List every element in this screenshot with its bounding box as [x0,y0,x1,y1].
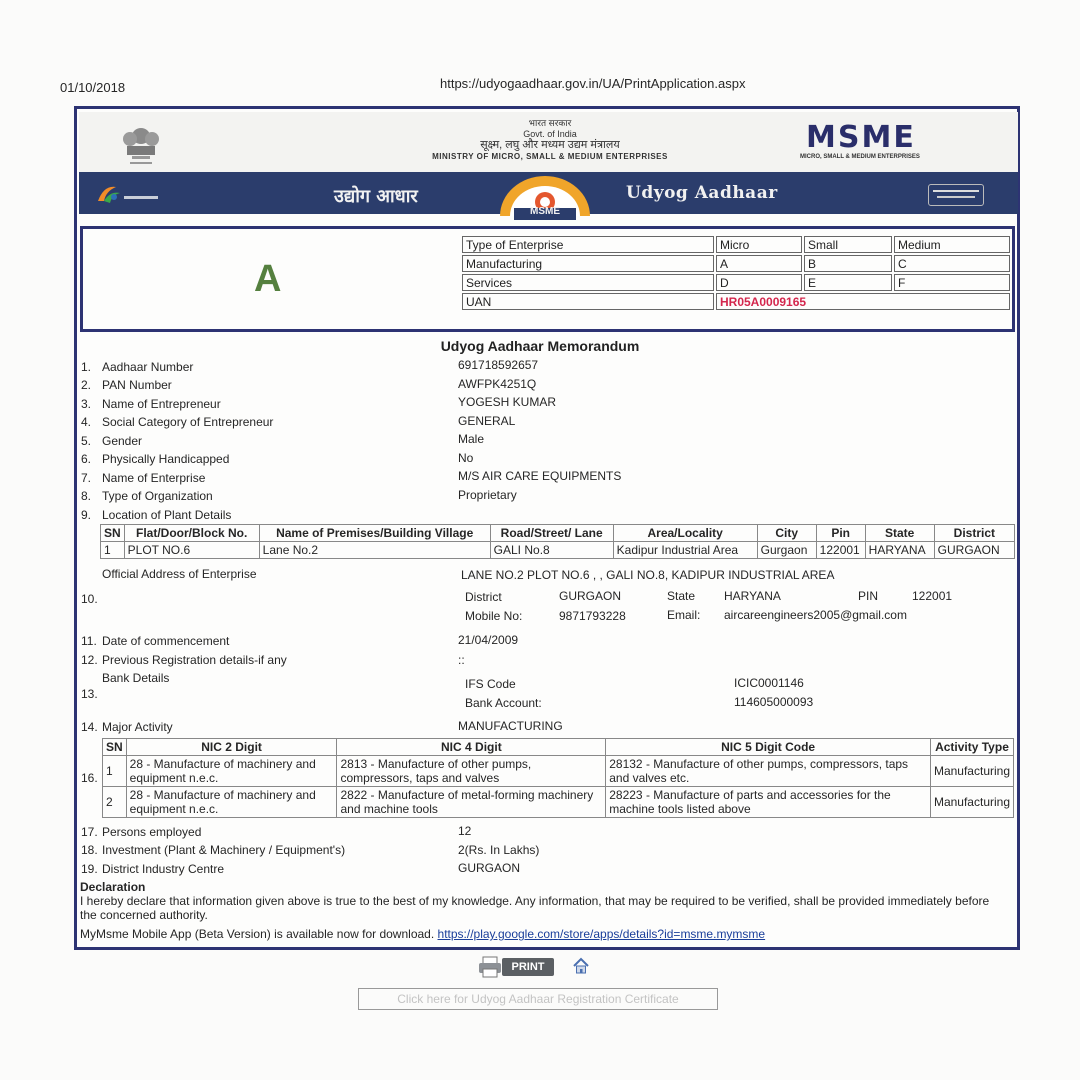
field-number: 3. [81,397,92,411]
state-label: State [667,589,696,603]
table-cell: GALI No.8 [490,542,613,559]
govt-hindi: भारत सरकार [528,118,572,128]
govt-english: Govt. of India [523,129,577,139]
table-row [101,542,1015,559]
major-activity: MANUFACTURING [458,719,563,733]
column-header: City [757,525,816,542]
field-number: 6. [81,452,92,466]
plant-location-table [100,524,1015,559]
table-cell: Gurgaon [757,542,816,559]
table-row [462,293,1010,310]
field-number: 17. [81,825,98,839]
uan-label: UAN [462,293,714,310]
pin-value: 122001 [912,589,953,603]
table-cell: GURGAON [934,542,1014,559]
home-icon[interactable] [572,957,590,975]
district-label: District [465,590,502,604]
column-header: Flat/Door/Block No. [124,525,259,542]
uan-value: HR05A0009165 [716,293,1010,310]
table-cell: Kadipur Industrial Area [613,542,757,559]
column-header: Area/Locality [613,525,757,542]
official-address: LANE NO.2 PLOT NO.6 , , GALI NO.8, KADIPUR INDUSTRIAL AREA [461,568,835,582]
memorandum-title: Udyog Aadhaar Memorandum [440,338,640,354]
print-date: 01/10/2018 [60,80,126,95]
table-header-row [101,525,1015,542]
enterprise-type-table [460,234,1012,312]
table-cell: A [716,255,802,272]
table-cell: Lane No.2 [259,542,490,559]
field-number: 13. [81,687,98,701]
registration-certificate-button[interactable]: Click here for Udyog Aadhaar Registration Certificate [358,988,718,1010]
field-label: Major Activity [102,720,173,734]
ministry-block [370,118,730,162]
table-cell: Manufacturing [462,255,714,272]
table-cell: F [894,274,1010,291]
district-industry-centre: GURGAON [458,861,521,875]
table-cell: 122001 [816,542,865,559]
investment-value: 2(Rs. In Lakhs) [458,843,540,857]
print-button[interactable]: PRINT [502,958,554,976]
column-header: Road/Street/ Lane [490,525,613,542]
field-label: Previous Registration details-if any [102,653,287,667]
table-cell: 2813 - Manufacture of other pumps, compressors, taps and valves [337,756,606,787]
field-label: District Industry Centre [102,862,225,876]
table-cell: Small [804,236,892,253]
field-label: Date of commencement [102,634,230,648]
app-download-link[interactable]: https://play.google.com/store/apps/details?id=msme.mymsme [437,927,766,941]
column-header: NIC 2 Digit [126,739,337,756]
field-number: 9. [81,508,92,522]
field-label: Social Category of Entrepreneur [102,415,274,429]
column-header: Name of Premises/Building Village [259,525,490,542]
table-row [462,236,1010,253]
field-label: Persons employed [102,825,202,839]
mobile-value: 9871793228 [559,609,626,623]
udyog-aadhaar-hindi: उद्योग आधार [334,186,418,207]
organization-type: Proprietary [458,488,517,502]
table-cell: 1 [101,542,125,559]
table-cell: 28 - Manufacture of machinery and equipment n.e.c. [126,756,337,787]
page-url: https://udyogaadhaar.gov.in/UA/PrintApplication.aspx [440,76,746,91]
column-header: NIC 5 Digit Code [606,739,931,756]
table-cell: 28223 - Manufacture of parts and accessories for the machine tools listed above [606,787,931,818]
previous-registration: :: [458,653,465,667]
table-row [462,255,1010,272]
nic-activity-table [102,738,1014,818]
table-cell: PLOT NO.6 [124,542,259,559]
physically-handicapped: No [458,451,474,465]
table-cell: 2822 - Manufacture of metal-forming machinery and machine tools [337,787,606,818]
state-value: HARYANA [724,589,781,603]
column-header: SN [103,739,127,756]
field-number: 14. [81,720,98,734]
social-category: GENERAL [458,414,516,428]
table-cell: D [716,274,802,291]
india-gov-badge-icon [928,184,984,206]
field-label: Name of Enterprise [102,471,206,485]
column-header: Pin [816,525,865,542]
app-download-text: MyMsme Mobile App (Beta Version) is available now for download. [80,927,435,941]
table-cell: Services [462,274,714,291]
commencement-date: 21/04/2009 [458,633,519,647]
msme-subtitle: MICRO, SMALL & MEDIUM ENTERPRISES [800,154,920,160]
enterprise-name: M/S AIR CARE EQUIPMENTS [458,469,622,483]
field-label: Location of Plant Details [102,508,232,522]
bank-account-label: Bank Account: [465,696,542,710]
table-cell: E [804,274,892,291]
field-number: 5. [81,434,92,448]
field-number: 18. [81,843,98,857]
persons-employed: 12 [458,824,472,838]
field-number: 4. [81,415,92,429]
app-download-line [80,927,765,941]
table-cell: Manufacturing [930,787,1013,818]
table-cell: 28 - Manufacture of machinery and equipment n.e.c. [126,787,337,818]
declaration-text: I hereby declare that information given above is true to the best of my knowledge. Any information, that may be required to be verified, shall be provided immediately before the concerned authority. [80,894,990,922]
table-cell: 2 [103,787,127,818]
field-number: 2. [81,378,92,392]
field-label: Investment (Plant & Machinery / Equipment's) [102,843,346,857]
field-label: PAN Number [102,378,172,392]
email-label: Email: [667,608,701,622]
field-label: Type of Organization [102,489,213,503]
table-row [103,756,1014,787]
table-cell: Medium [894,236,1010,253]
official-address-label: Official Address of Enterprise [102,567,257,581]
table-row [103,787,1014,818]
table-row [462,274,1010,291]
pan-number: AWFPK4251Q [458,377,537,391]
column-header: District [934,525,1014,542]
table-cell: B [804,255,892,272]
bank-account: 114605000093 [734,695,814,709]
digital-india-logo-icon [94,181,180,207]
ifs-code: ICIC0001146 [734,676,804,690]
field-number: 7. [81,471,92,485]
declaration-title: Declaration [80,880,146,894]
msme-logo: MSME [806,120,916,155]
field-number: 1. [81,360,92,374]
table-cell: Micro [716,236,802,253]
table-cell: 1 [103,756,127,787]
printer-icon[interactable] [478,956,502,978]
table-cell: 28132 - Manufacture of other pumps, compressors, taps and valves etc. [606,756,931,787]
column-header: NIC 4 Digit [337,739,606,756]
table-cell: HARYANA [865,542,934,559]
udyog-aadhaar-english: Udyog Aadhaar [626,183,778,203]
field-label: Aadhaar Number [102,360,194,374]
field-number: 11. [81,634,97,648]
national-emblem-icon [118,124,164,168]
logo-msme-text: MSME [530,206,560,217]
field-label: Name of Entrepreneur [102,397,221,411]
field-label: Physically Handicapped [102,452,230,466]
field-number: 16. [81,771,98,785]
field-number: 12. [81,653,98,667]
column-header: SN [101,525,125,542]
column-header: Activity Type [930,739,1013,756]
mobile-label: Mobile No: [465,609,523,623]
district-value: GURGAON [559,589,622,603]
ifs-label: IFS Code [465,677,516,691]
ministry-hindi: सूक्ष्म, लघु और मध्यम उद्यम मंत्रालय [480,139,620,151]
field-label: Gender [102,434,143,448]
gender: Male [458,432,485,446]
enterprise-category-letter: A [254,258,282,300]
table-cell: Type of Enterprise [462,236,714,253]
field-number: 8. [81,489,92,503]
table-header-row [103,739,1014,756]
email-value: aircareengineers2005@gmail.com [724,608,907,622]
table-cell: Manufacturing [930,756,1013,787]
bank-details-label: Bank Details [102,671,170,685]
aadhaar-number: 691718592657 [458,358,539,372]
table-cell: C [894,255,1010,272]
field-number: 19. [81,862,98,876]
field-number: 10. [81,592,98,606]
ministry-name: MINISTRY OF MICRO, SMALL & MEDIUM ENTERPRISES [432,152,668,161]
column-header: State [865,525,934,542]
entrepreneur-name: YOGESH KUMAR [458,395,557,409]
pin-label: PIN [858,589,879,603]
